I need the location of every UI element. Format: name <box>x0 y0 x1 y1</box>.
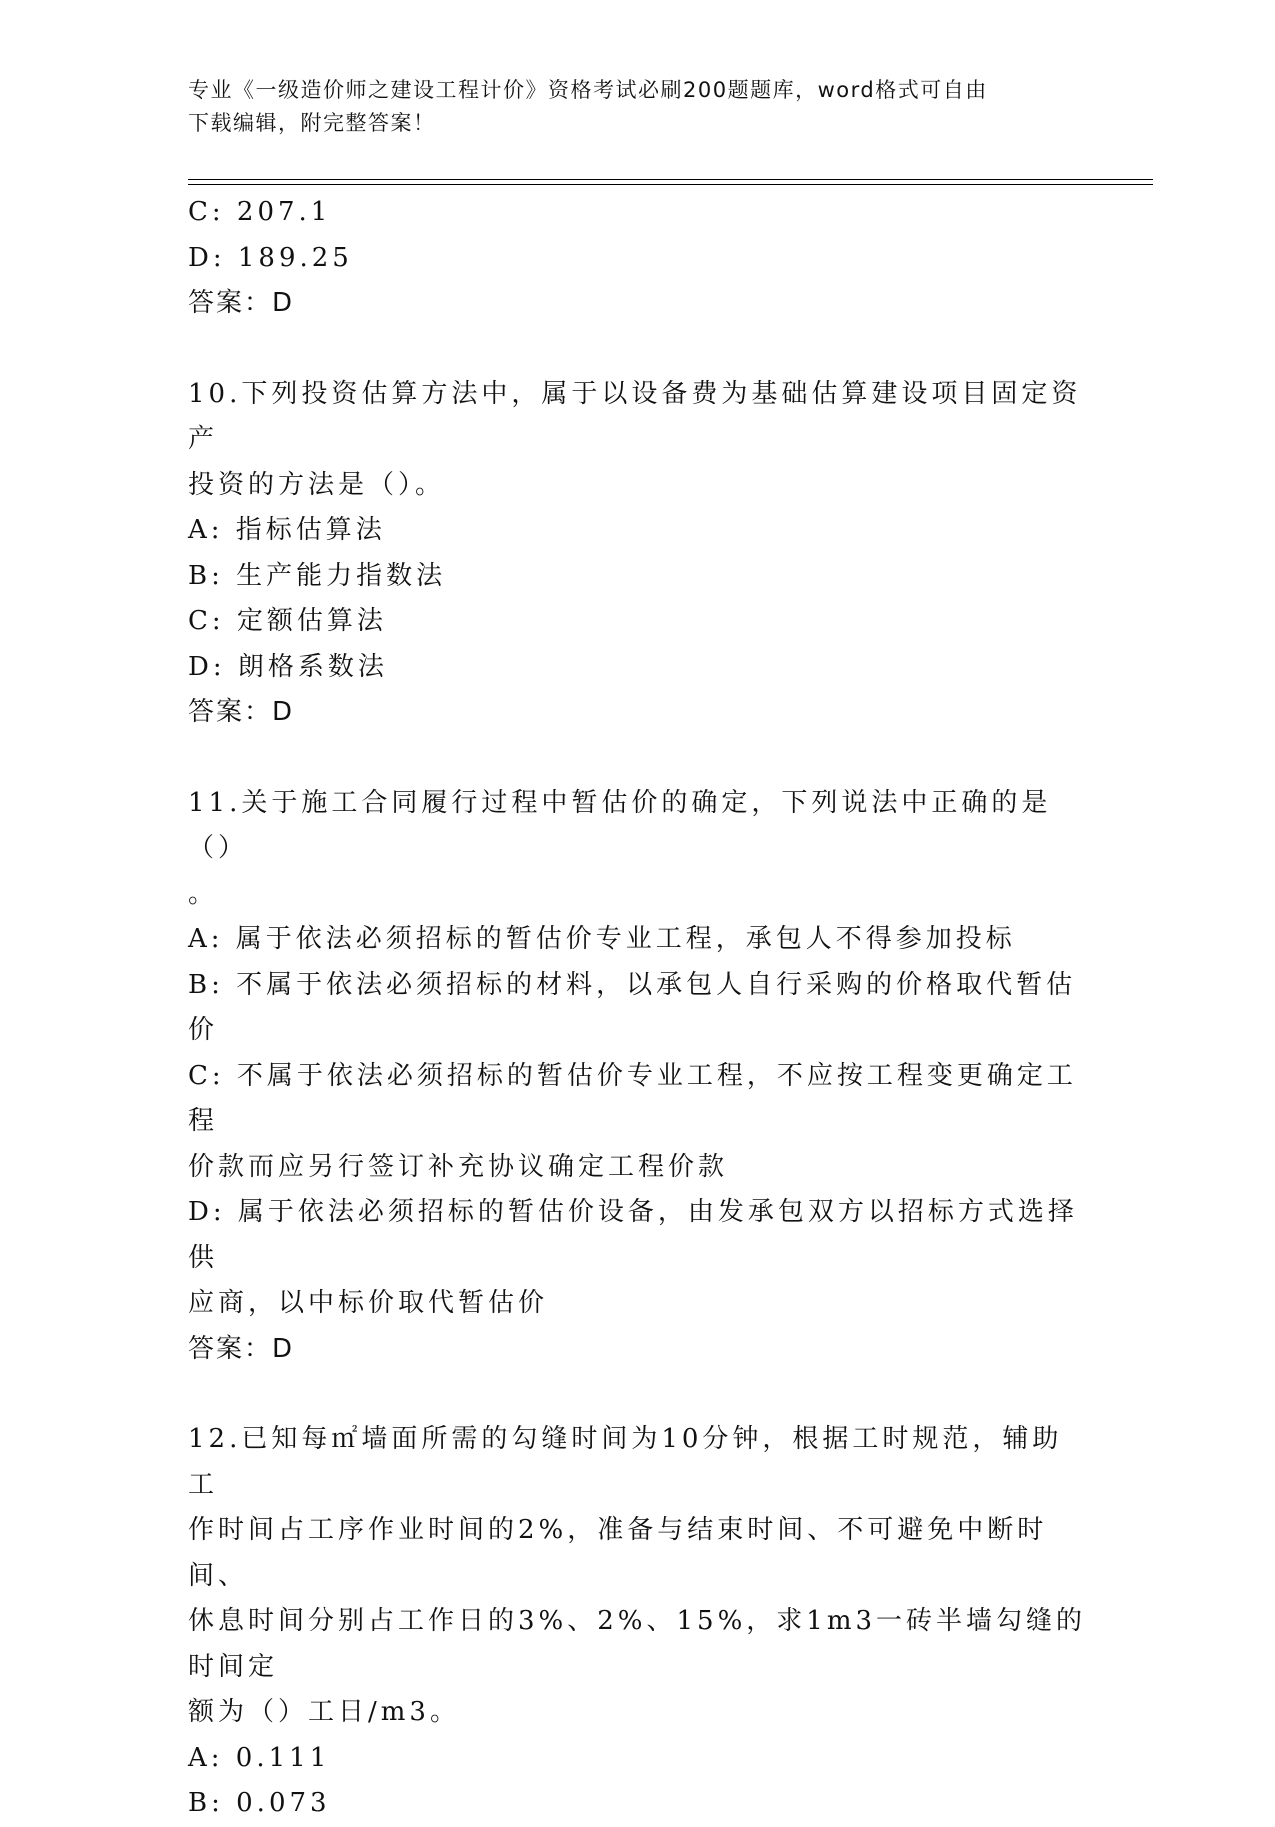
option-c: C: 207.1 <box>188 197 332 227</box>
option-c: C: 不属于依法必须招标的暂估价专业工程，不应按工程变更确定工程 <box>188 1060 1077 1136</box>
option-b: B: 不属于依法必须招标的材料，以承包人自行采购的价格取代暂估价 <box>188 969 1077 1045</box>
question-stem-line: 11.关于施工合同履行过程中暂估价的确定，下列说法中正确的是（） <box>188 787 1052 863</box>
option-d: D: 189.25 <box>188 242 353 273</box>
option-d: D: 属于依法必须招标的暂估价设备，由发承包双方以招标方式选择供 <box>188 1197 1078 1273</box>
question-block-10 <box>188 372 1088 736</box>
option-b: B: 生产能力指数法 <box>188 560 447 591</box>
option-c-continued: 价款而应另行签订补充协议确定工程价款 <box>188 1151 729 1182</box>
question-block-11 <box>188 781 1088 1373</box>
option-a: A: 0.111 <box>188 1742 331 1773</box>
question-stem-line: 作时间占工序作业时间的2%，准备与结束时间、不可避免中断时间、 <box>188 1515 1048 1591</box>
option-b: B: 0.073 <box>188 1788 331 1818</box>
option-a: A: 属于依法必须招标的暂估价专业工程，承包人不得参加投标 <box>188 924 1016 954</box>
question-stem-line: 。 <box>188 878 219 909</box>
header-line-2: 下载编辑，附完整答案！ <box>188 111 436 135</box>
question-stem-line: 10.下列投资估算方法中，属于以设备费为基础估算建设项目固定资产 <box>188 378 1082 454</box>
answer-line: 答案：D <box>188 288 295 318</box>
question-stem-line: 12.已知每㎡墙面所需的勾缝时间为10分钟，根据工时规范，辅助工 <box>188 1424 1063 1500</box>
option-d: D: 朗格系数法 <box>188 651 388 682</box>
question-stem-line: 额为（）工日/m3。 <box>188 1697 460 1727</box>
answer-line: 答案：D <box>188 1333 295 1364</box>
option-a: A: 指标估算法 <box>188 515 386 545</box>
question-list <box>188 190 1088 1827</box>
header-line-1: 专业《一级造价师之建设工程计价》资格考试必刷200题题库，word格式可自由 <box>188 78 988 102</box>
question-stem-line: 投资的方法是（）。 <box>188 469 446 500</box>
option-d-continued: 应商，以中标价取代暂估价 <box>188 1288 549 1318</box>
question-block-12 <box>188 1417 1088 1827</box>
header-divider-top <box>188 179 1153 180</box>
question-block-9 <box>188 190 1088 327</box>
question-stem-line: 休息时间分别占工作日的3%、2%、15%，求1m3一砖半墙勾缝的时间定 <box>188 1606 1087 1682</box>
header-divider-bottom <box>188 184 1153 185</box>
answer-line: 答案：D <box>188 697 295 727</box>
page-header <box>188 74 1068 140</box>
option-c: C: 定额估算法 <box>188 606 387 636</box>
